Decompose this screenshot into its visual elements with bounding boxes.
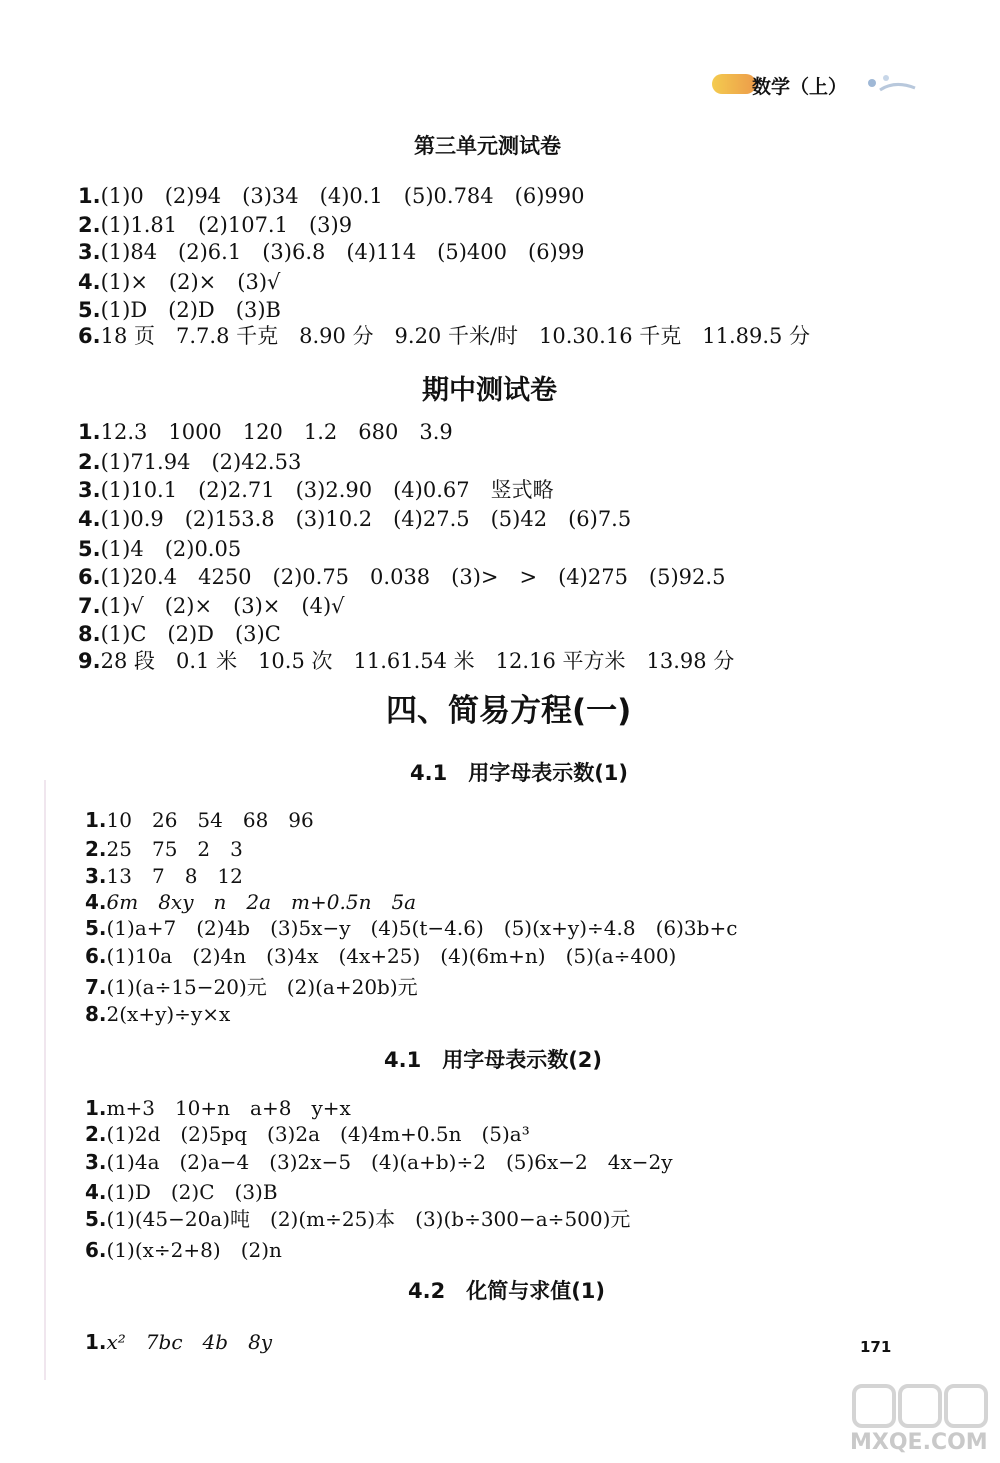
answer-text: (1)10a (2)4n (3)4x (4x+25) (4)(6m+n) (5)(a÷400) bbox=[106, 944, 677, 968]
answer-number: 2. bbox=[78, 450, 101, 474]
answer-line bbox=[85, 1234, 282, 1263]
answer-line bbox=[85, 833, 243, 862]
answer-text: 10 26 54 68 96 bbox=[106, 808, 314, 832]
answer-line bbox=[78, 474, 554, 504]
answer-number: 2. bbox=[78, 213, 101, 237]
margin-mark bbox=[44, 780, 46, 1380]
answer-number: 1. bbox=[85, 808, 107, 832]
answer-text: (1)2d (2)5pq (3)2a (4)4m+0.5n (5)a³ bbox=[106, 1122, 530, 1146]
answer-text: (1)71.94 (2)42.53 bbox=[100, 450, 302, 474]
answer-text: 25 75 2 3 bbox=[106, 837, 243, 861]
answer-number: 3. bbox=[78, 240, 101, 264]
answer-number: 1. bbox=[85, 1096, 107, 1120]
section-title-unit3: 第三单元测试卷 bbox=[414, 134, 561, 158]
answer-number: 4. bbox=[78, 270, 101, 294]
answer-number: 5. bbox=[78, 298, 101, 322]
answer-number: 8. bbox=[78, 622, 101, 646]
answer-number: 5. bbox=[85, 916, 107, 940]
answer-text: (1)10.1 (2)2.71 (3)2.90 (4)0.67 竖式略 bbox=[100, 478, 554, 502]
answer-text: (1)D (2)D (3)B bbox=[100, 298, 281, 322]
answer-number: 7. bbox=[78, 594, 101, 618]
watermark-text: MXQE.COM bbox=[850, 1430, 988, 1455]
answer-text: 28 段 0.1 米 10.5 次 11.61.54 米 12.16 平方米 13.98 分 bbox=[100, 649, 735, 673]
answer-number: 6. bbox=[85, 1238, 107, 1262]
answer-line bbox=[85, 940, 676, 969]
answer-number: 4. bbox=[85, 1180, 107, 1204]
answer-text: (1)(a÷15−20)元 (2)(a+20b)元 bbox=[106, 975, 418, 999]
answer-line bbox=[85, 1118, 530, 1147]
answer-line bbox=[78, 590, 345, 620]
answer-number: 4. bbox=[85, 890, 107, 914]
answer-text: (1)(45−20a)吨 (2)(m÷25)本 (3)(b÷300−a÷500)元 bbox=[106, 1207, 631, 1231]
answer-text: (1)20.4 4250 (2)0.75 0.038 (3)> > (4)275 (5)92.5 bbox=[100, 565, 726, 589]
answer-line bbox=[85, 1203, 630, 1232]
answer-text: 2(x+y)÷y×x bbox=[106, 1002, 231, 1026]
answer-number: 6. bbox=[85, 944, 107, 968]
answer-line bbox=[85, 1326, 272, 1355]
section-title-4-1-2: 4.1 用字母表示数(2) bbox=[384, 1048, 603, 1072]
answer-line bbox=[78, 209, 352, 239]
section-title-4-2-1: 4.2 化简与求值(1) bbox=[408, 1279, 606, 1303]
answer-text: (1)a+7 (2)4b (3)5x−y (4)5(t−4.6) (5)(x+y)÷4.8 (6)3b+c bbox=[106, 916, 738, 940]
answer-number: 8. bbox=[85, 1002, 107, 1026]
chapter-title: 四、简易方程(一) bbox=[386, 693, 632, 729]
page-number: 171 bbox=[860, 1338, 892, 1356]
answer-line bbox=[78, 180, 584, 210]
answer-line bbox=[85, 1092, 351, 1121]
answer-text: x² 7bc 4b 8y bbox=[106, 1330, 273, 1354]
answer-number: 1. bbox=[85, 1330, 107, 1354]
answer-line bbox=[85, 860, 243, 889]
answer-number: 6. bbox=[78, 565, 101, 589]
answer-text: (1)D (2)C (3)B bbox=[106, 1180, 278, 1204]
answer-text: (1)0 (2)94 (3)34 (4)0.1 (5)0.784 (6)990 bbox=[100, 184, 585, 208]
answer-text: 13 7 8 12 bbox=[106, 864, 243, 888]
answer-text: (1)C (2)D (3)C bbox=[100, 622, 281, 646]
answer-line bbox=[85, 886, 416, 915]
answer-number: 5. bbox=[85, 1207, 107, 1231]
answer-number: 6. bbox=[78, 324, 101, 348]
answer-text: (1)√ (2)× (3)× (4)√ bbox=[100, 594, 345, 618]
header-title: 数学（上） bbox=[752, 76, 848, 98]
answer-text: 18 页 7.7.8 千克 8.90 分 9.20 千米/时 10.30.16 千克 11.89.5 分 bbox=[100, 324, 811, 348]
section-title-midterm: 期中测试卷 bbox=[422, 375, 557, 406]
answer-text: (1)4a (2)a−4 (3)2x−5 (4)(a+b)÷2 (5)6x−2 4x−2y bbox=[106, 1150, 673, 1174]
answer-text: 6m 8xy n 2a m+0.5n 5a bbox=[106, 890, 417, 914]
answer-number: 2. bbox=[85, 1122, 107, 1146]
answer-text: 12.3 1000 120 1.2 680 3.9 bbox=[100, 420, 453, 444]
answer-number: 3. bbox=[78, 478, 101, 502]
answer-line bbox=[78, 446, 301, 476]
answer-line bbox=[85, 1176, 278, 1205]
answer-line bbox=[78, 618, 281, 648]
answer-text: (1)4 (2)0.05 bbox=[100, 537, 242, 561]
answer-text: (1)(x÷2+8) (2)n bbox=[106, 1238, 282, 1262]
answer-number: 5. bbox=[78, 537, 101, 561]
answer-text: m+3 10+n a+8 y+x bbox=[106, 1096, 351, 1120]
answer-text: (1)× (2)× (3)√ bbox=[100, 270, 281, 294]
answer-line bbox=[85, 912, 737, 941]
series-logo bbox=[712, 74, 756, 94]
answer-line bbox=[78, 236, 584, 266]
answer-text: (1)1.81 (2)107.1 (3)9 bbox=[100, 213, 353, 237]
section-title-4-1-1: 4.1 用字母表示数(1) bbox=[410, 761, 629, 785]
answer-number: 9. bbox=[78, 649, 101, 673]
answer-line bbox=[78, 266, 280, 296]
answer-number: 3. bbox=[85, 864, 107, 888]
answer-line bbox=[78, 533, 241, 563]
answer-line bbox=[85, 1002, 230, 1026]
answer-number: 2. bbox=[85, 837, 107, 861]
answer-number: 7. bbox=[85, 975, 107, 999]
header-decoration-icon bbox=[860, 68, 920, 98]
answer-text: (1)0.9 (2)153.8 (3)10.2 (4)27.5 (5)42 (6)7.5 bbox=[100, 507, 632, 531]
answer-line bbox=[78, 645, 734, 675]
answer-number: 4. bbox=[78, 507, 101, 531]
answer-line bbox=[78, 416, 453, 446]
answer-number: 1. bbox=[78, 420, 101, 444]
answer-number: 1. bbox=[78, 184, 101, 208]
answer-number: 3. bbox=[85, 1150, 107, 1174]
watermark-logo-icon bbox=[850, 1380, 990, 1435]
answer-line bbox=[85, 804, 314, 833]
answer-line bbox=[78, 503, 631, 533]
answer-line bbox=[78, 320, 810, 350]
answer-line bbox=[78, 561, 725, 591]
answer-line bbox=[85, 1146, 673, 1175]
answer-line bbox=[85, 971, 418, 1000]
answer-text: (1)84 (2)6.1 (3)6.8 (4)114 (5)400 (6)99 bbox=[100, 240, 585, 264]
